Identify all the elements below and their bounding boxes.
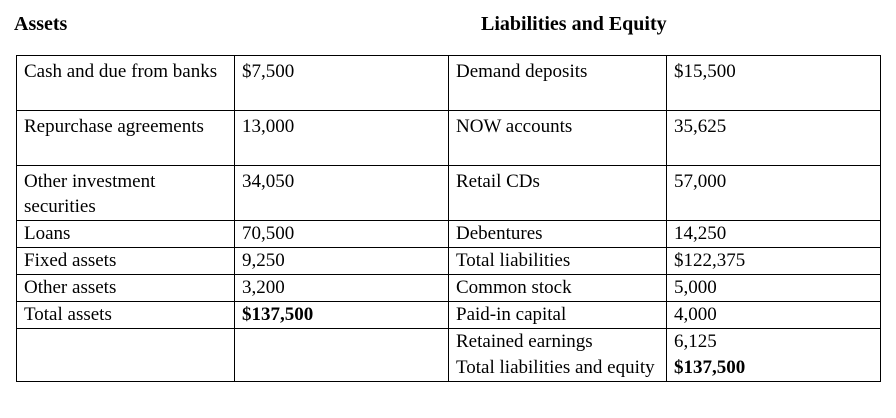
liabilities-equity-heading: Liabilities and Equity	[481, 13, 667, 35]
table-row	[17, 275, 881, 302]
empty-cell	[17, 329, 235, 382]
table-row	[17, 221, 881, 248]
liability-label: Total liabilities and equity	[456, 357, 655, 378]
asset-value: 34,050	[235, 166, 449, 221]
table-row	[17, 56, 881, 111]
liability-value: 35,625	[667, 111, 881, 166]
table-row	[17, 329, 881, 382]
liability-value: $122,375	[667, 248, 881, 275]
table-row	[17, 248, 881, 275]
assets-heading: Assets	[14, 13, 68, 35]
asset-label: Total assets	[17, 302, 235, 329]
liability-label: Retail CDs	[449, 166, 667, 221]
asset-value: 70,500	[235, 221, 449, 248]
asset-label: Loans	[17, 221, 235, 248]
liability-label: Retained earnings	[456, 331, 593, 352]
liability-label: Demand deposits	[449, 56, 667, 111]
asset-label: Fixed assets	[17, 248, 235, 275]
table-row	[17, 166, 881, 221]
total-assets-value: $137,500	[235, 302, 449, 329]
asset-value: 3,200	[235, 275, 449, 302]
balance-sheet-table	[16, 55, 881, 382]
liability-label: Debentures	[449, 221, 667, 248]
total-liabilities-equity-value: $137,500	[674, 357, 746, 378]
liability-label: Common stock	[449, 275, 667, 302]
empty-cell	[235, 329, 449, 382]
asset-value: 13,000	[235, 111, 449, 166]
asset-value: 9,250	[235, 248, 449, 275]
liability-label: Total liabilities	[449, 248, 667, 275]
asset-label: Other assets	[17, 275, 235, 302]
liability-value: $15,500	[667, 56, 881, 111]
liability-value-stack	[667, 329, 881, 382]
liability-label-stack	[449, 329, 667, 382]
asset-label: Repurchase agreements	[17, 111, 235, 166]
liability-label: Paid-in capital	[449, 302, 667, 329]
table-row	[17, 111, 881, 166]
liability-value: 4,000	[667, 302, 881, 329]
liability-value: 6,125	[674, 331, 717, 352]
liability-value: 14,250	[667, 221, 881, 248]
liability-value: 57,000	[667, 166, 881, 221]
liability-value: 5,000	[667, 275, 881, 302]
asset-label: Cash and due from banks	[17, 56, 235, 111]
liability-label: NOW accounts	[449, 111, 667, 166]
asset-label: Other investment securities	[17, 166, 235, 221]
table-row	[17, 302, 881, 329]
asset-value: $7,500	[235, 56, 449, 111]
